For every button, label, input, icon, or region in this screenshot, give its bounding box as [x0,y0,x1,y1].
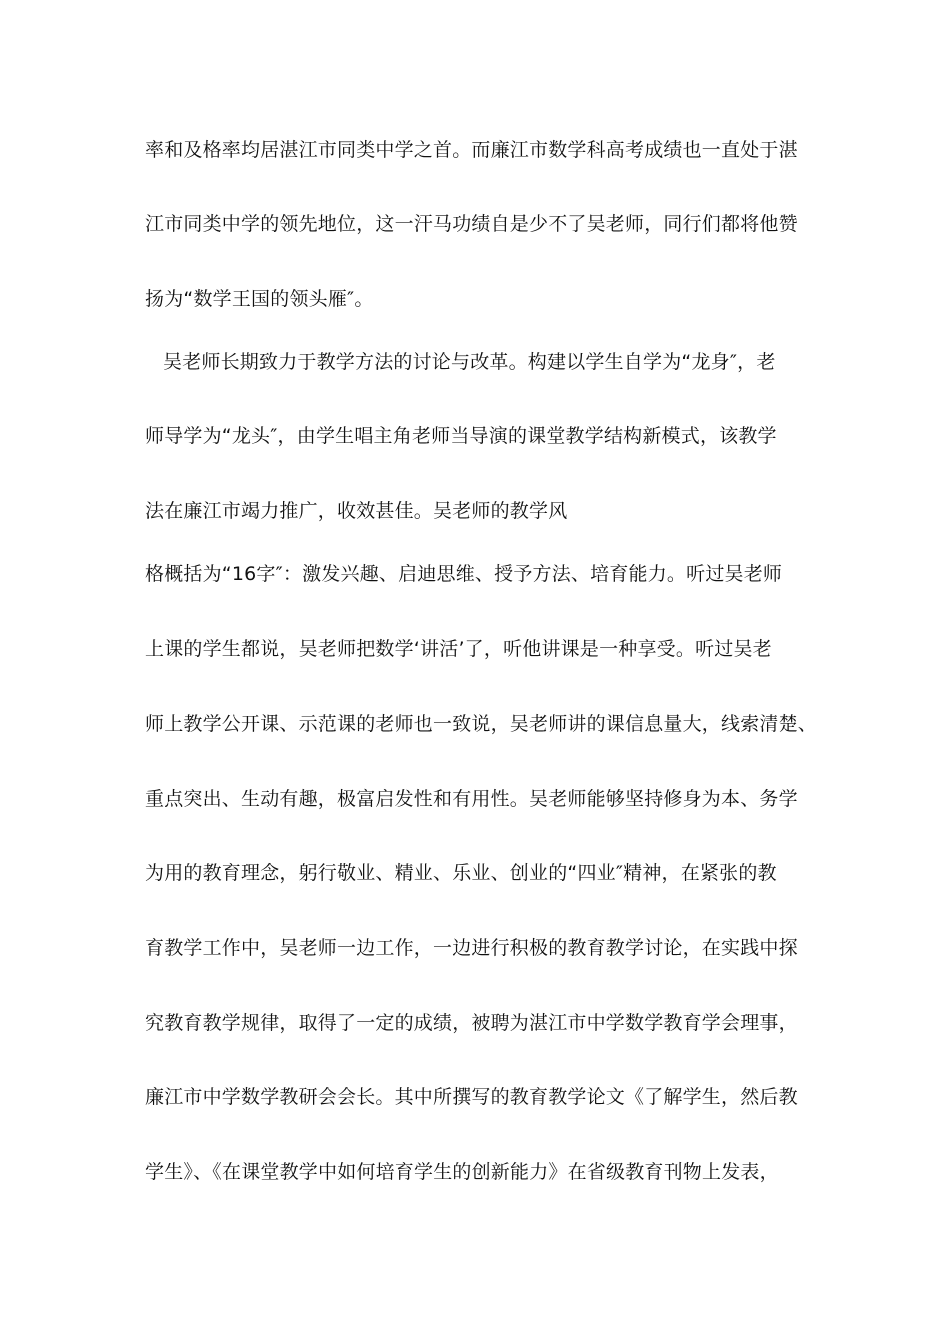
text-line: 廉江市中学数学教研会会长。其中所撰写的教育教学论文《了解学生，然后教 [145,1086,798,1108]
text-line: 扬为“数学王国的领头雁″。 [145,288,374,310]
text-line: 格概括为“16字″：激发兴趣、启迪思维、授予方法、培育能力。听过吴老师 [145,563,783,585]
text-line: 师上教学公开课、示范课的老师也一致说，吴老师讲的课信息量大，线索清楚、 [145,713,818,735]
text-line: 学生》、《在课堂教学中如何培育学生的创新能力》在省级教育刊物上发表， [145,1161,779,1183]
text-line: 率和及格率均居湛江市同类中学之首。而廉江市数学科高考成绩也一直处于湛 [145,139,798,161]
text-line: 究教育教学规律，取得了一定的成绩，被聘为湛江市中学数学教育学会理事， [145,1012,798,1034]
text-line: 法在廉江市竭力推广，收效甚佳。吴老师的教学风 [145,500,568,522]
text-line: 育教学工作中，吴老师一边工作，一边进行积极的教育教学讨论，在实践中探 [145,937,798,959]
text-line: 重点突出、生动有趣，极富启发性和有用性。吴老师能够坚持修身为本、务学 [145,788,798,810]
text-line: 为用的教育理念，躬行敬业、精业、乐业、创业的“四业″精神，在紧张的教 [145,862,777,884]
text-line: 江市同类中学的领先地位，这一汗马功绩自是少不了吴老师，同行们都将他赞 [145,213,798,235]
text-line: 师导学为“龙头″，由学生唱主角老师当导演的课堂教学结构新模式，该教学 [145,425,777,447]
paragraph-start-line: 吴老师长期致力于教学方法的讨论与改革。构建以学生自学为“龙身″，老 [163,351,776,373]
text-line: 上课的学生都说，吴老师把数学‘讲活’了，听他讲课是一种享受。听过吴老 [145,638,772,660]
